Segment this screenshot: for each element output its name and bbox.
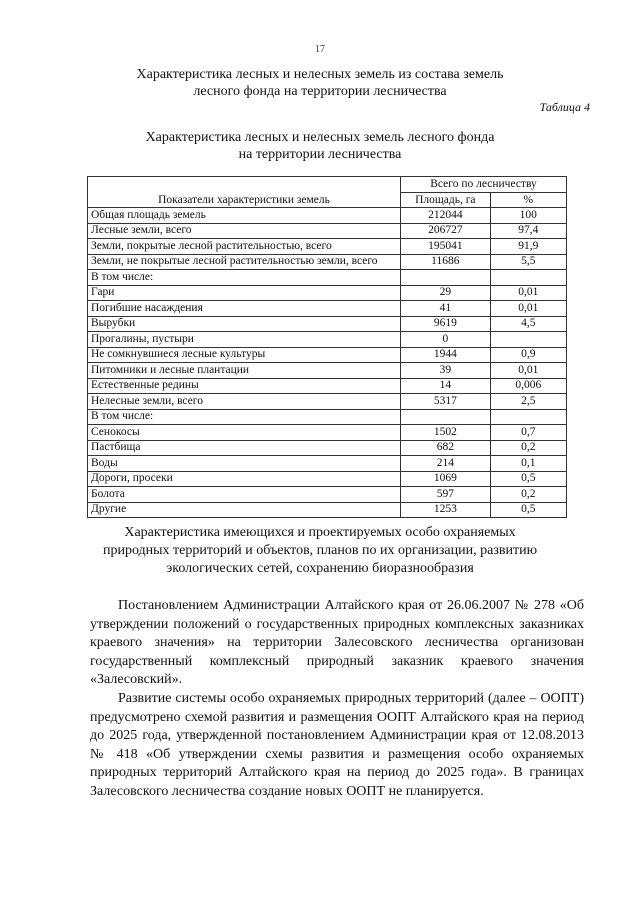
table-row [88, 285, 567, 301]
row-area: 212044 [401, 208, 491, 224]
row-area: 195041 [401, 239, 491, 255]
heading-line: Характеристика лесных и нелесных земель из состава земель [136, 67, 504, 82]
table-row [88, 409, 567, 425]
table-row [88, 223, 567, 239]
row-label: Питомники и лесные плантации [88, 363, 401, 379]
table-row [88, 394, 567, 410]
heading-line: Характеристика имеющихся и проектируемых особо охраняемых [124, 525, 516, 540]
table-row [88, 316, 567, 332]
row-percent: 2,5 [490, 394, 566, 410]
page-number: 17 [315, 44, 325, 55]
row-label: Сенокосы [88, 425, 401, 441]
table-row [88, 471, 567, 487]
row-label: Прогалины, пустыри [88, 332, 401, 348]
table-row [88, 254, 567, 270]
row-label: В том числе: [88, 409, 401, 425]
row-area: 0 [401, 332, 491, 348]
row-label: Пастбища [88, 440, 401, 456]
row-label: Не сомкнувшиеся лесные культуры [88, 347, 401, 363]
row-percent: 100 [490, 208, 566, 224]
table-row [88, 208, 567, 224]
row-percent: 0,9 [490, 347, 566, 363]
row-area: 597 [401, 487, 491, 503]
table-caption [60, 129, 580, 163]
table-row [88, 487, 567, 503]
row-label: Общая площадь земель [88, 208, 401, 224]
row-label: Нелесные земли, всего [88, 394, 401, 410]
row-label: Земли, покрытые лесной растительностью, всего [88, 239, 401, 255]
row-percent [490, 332, 566, 348]
table-row [88, 332, 567, 348]
caption-line: на территории лесничества [238, 147, 402, 162]
row-percent: 0,1 [490, 456, 566, 472]
row-area: 1253 [401, 502, 491, 518]
row-label: Другие [88, 502, 401, 518]
row-percent: 0,7 [490, 425, 566, 441]
row-label: Лесные земли, всего [88, 223, 401, 239]
row-percent: 0,2 [490, 440, 566, 456]
table-row [88, 456, 567, 472]
table-label: Таблица 4 [539, 100, 590, 114]
row-percent: 4,5 [490, 316, 566, 332]
table-row [88, 425, 567, 441]
table-row [88, 363, 567, 379]
row-percent: 0,01 [490, 363, 566, 379]
table-row [88, 239, 567, 255]
row-percent: 0,01 [490, 301, 566, 317]
heading-line: лесного фонда на территории лесничества [193, 84, 447, 99]
row-area: 41 [401, 301, 491, 317]
row-area: 5317 [401, 394, 491, 410]
column-header-total: Всего по лесничеству [401, 177, 567, 193]
row-area [401, 409, 491, 425]
heading-line: экологических сетей, сохранению биоразнообразия [166, 561, 474, 576]
table-row [88, 378, 567, 394]
table-row [88, 270, 567, 286]
heading-line: природных территорий и объектов, планов по их организации, развитию [102, 543, 538, 558]
row-area: 1069 [401, 471, 491, 487]
row-percent: 0,01 [490, 285, 566, 301]
row-area: 682 [401, 440, 491, 456]
column-header-area: Площадь, га [401, 192, 491, 208]
caption-line: Характеристика лесных и нелесных земель лесного фонда [145, 130, 495, 145]
row-percent: 0,2 [490, 487, 566, 503]
row-percent: 0,5 [490, 502, 566, 518]
row-area: 214 [401, 456, 491, 472]
row-percent: 97,4 [490, 223, 566, 239]
column-header-percent: % [490, 192, 566, 208]
row-area: 1944 [401, 347, 491, 363]
paragraph-resolution [90, 597, 584, 690]
row-label: Естественные редины [88, 378, 401, 394]
row-area: 39 [401, 363, 491, 379]
section-heading-forest-lands [60, 66, 580, 100]
row-label: Дороги, просеки [88, 471, 401, 487]
row-area: 206727 [401, 223, 491, 239]
row-label: В том числе: [88, 270, 401, 286]
paragraph-text: Развитие системы особо охраняемых природных территорий (далее – ООПТ) предусмотрено схемой развития и размещения ООПТ Алтайского края на период до 2025 года, утвержденной постановлением Администрации края от 12.08.2013 № 418 «Об утверждении схемы развития и размещения особо охраняемых природных территорий Алтайского края на период до 2025 года». В границах Залесовского лесничества создание новых ООПТ не планируется. [90, 691, 584, 799]
row-label: Гари [88, 285, 401, 301]
row-percent [490, 409, 566, 425]
row-area: 9619 [401, 316, 491, 332]
table-row [88, 502, 567, 518]
row-area: 11686 [401, 254, 491, 270]
paragraph-text: Постановлением Администрации Алтайского края от 26.06.2007 № 278 «Об утверждении положений о государственных природных комплексных заказниках краевого значения» на территории Залесовского лесничества организован государственный комплексный природный заказник краевого значения «Залесовский». [90, 598, 584, 688]
row-percent: 0,006 [490, 378, 566, 394]
table-row [88, 440, 567, 456]
section-heading-protected-areas [60, 524, 580, 578]
row-label: Воды [88, 456, 401, 472]
row-area: 14 [401, 378, 491, 394]
row-label: Земли, не покрытые лесной растительностью земли, всего [88, 254, 401, 270]
row-label: Болота [88, 487, 401, 503]
row-percent: 5,5 [490, 254, 566, 270]
table-row [88, 301, 567, 317]
row-area [401, 270, 491, 286]
column-header-indicator: Показатели характеристики земель [88, 177, 401, 208]
table-row [88, 347, 567, 363]
row-label: Погибшие насаждения [88, 301, 401, 317]
row-area: 29 [401, 285, 491, 301]
land-characteristics-table [87, 176, 567, 518]
row-percent [490, 270, 566, 286]
paragraph-protected-areas-system [90, 690, 584, 802]
row-percent: 91,9 [490, 239, 566, 255]
row-percent: 0,5 [490, 471, 566, 487]
row-label: Вырубки [88, 316, 401, 332]
row-area: 1502 [401, 425, 491, 441]
